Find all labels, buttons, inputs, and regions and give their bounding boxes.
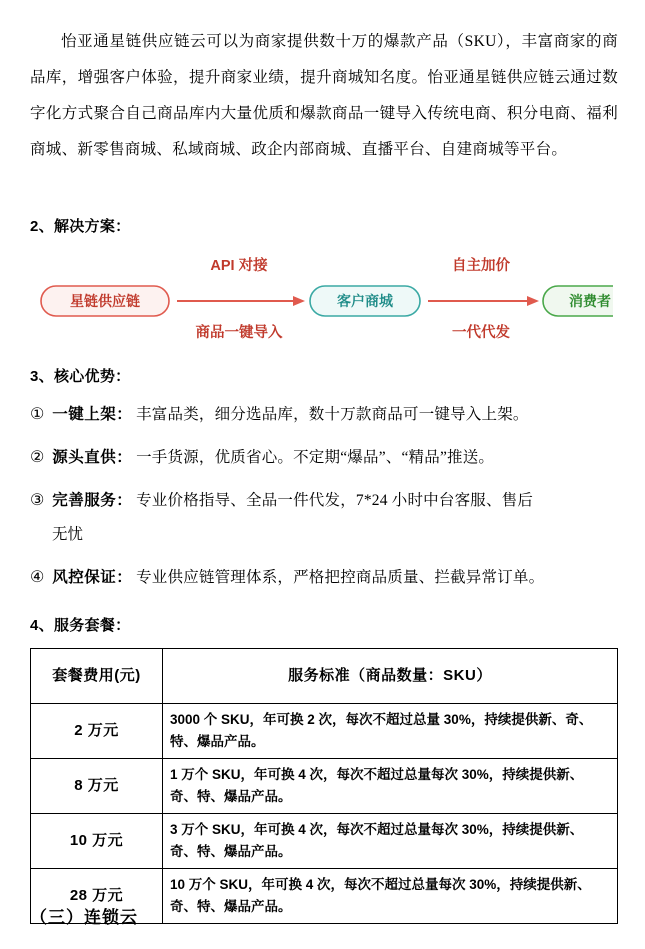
table-cell-price: 2 万元 bbox=[31, 704, 163, 759]
service-package-table bbox=[30, 648, 618, 924]
table-row bbox=[31, 814, 618, 869]
advantage-item-2 bbox=[30, 441, 620, 475]
table-cell-price: 8 万元 bbox=[31, 759, 163, 814]
table-cell-desc: 10 万个 SKU，年可换 4 次，每次不超过总量每次 30%，持续提供新、奇、特、爆品产品。 bbox=[163, 869, 618, 924]
advantage-name: 源头直供： bbox=[52, 449, 133, 466]
svg-text:一代代发: 一代代发 bbox=[452, 325, 510, 341]
intro-paragraph: 怡亚通星链供应链云可以为商家提供数十万的爆款产品（SKU），丰富商家的商品库，增强客户体验，提升商家业绩，提升商城知名度。怡亚通星链供应链云通过数字化方式聚合自己商品库内大量优质和爆款商品一键导入传统电商、积分电商、福利商城、新零售商城、私域商城、政企内部商城、直播平台、自建商城等平台。 bbox=[30, 32, 618, 158]
advantage-number: ④ bbox=[30, 569, 45, 586]
heading-service-package: 4、服务套餐： bbox=[30, 617, 131, 634]
svg-text:客户商城: 客户商城 bbox=[337, 293, 393, 309]
heading-chain-cloud: （三）连锁云 bbox=[30, 908, 138, 927]
table-cell-desc: 3000 个 SKU，年可换 2 次，每次不超过总量 30%，持续提供新、奇、特、爆品产品。 bbox=[163, 704, 618, 759]
advantage-number: ③ bbox=[30, 492, 45, 509]
heading-solution: 2、解决方案： bbox=[30, 218, 131, 235]
table-cell-price: 28 万元 bbox=[31, 869, 163, 924]
advantage-item-3 bbox=[30, 484, 620, 518]
svg-text:API 对接: API 对接 bbox=[210, 258, 268, 274]
advantage-name: 完善服务： bbox=[52, 492, 133, 509]
table-header-price: 套餐费用(元) bbox=[31, 649, 163, 704]
supply-chain-flow-diagram bbox=[33, 248, 613, 353]
advantage-text: 丰富品类，细分选品库，数十万款商品可一键导入上架。 bbox=[136, 406, 529, 423]
advantage-item-1 bbox=[30, 398, 620, 432]
table-row bbox=[31, 759, 618, 814]
advantage-number: ② bbox=[30, 449, 45, 466]
svg-text:消费者: 消费者 bbox=[569, 293, 611, 309]
advantage-name: 一键上架： bbox=[52, 406, 133, 423]
advantage-item-4 bbox=[30, 561, 620, 595]
advantage-number: ① bbox=[30, 406, 45, 423]
table-header-standard: 服务标准（商品数量：SKU） bbox=[163, 649, 618, 704]
table-header-row bbox=[31, 649, 618, 704]
advantage-name: 风控保证： bbox=[52, 569, 133, 586]
svg-text:星链供应链: 星链供应链 bbox=[70, 293, 140, 309]
heading-core-advantage: 3、核心优势： bbox=[30, 368, 131, 385]
advantage-item-3-continuation: 无忧 bbox=[52, 526, 84, 543]
table-row bbox=[31, 704, 618, 759]
table-cell-price: 10 万元 bbox=[31, 814, 163, 869]
table-cell-desc: 1 万个 SKU，年可换 4 次，每次不超过总量每次 30%，持续提供新、奇、特、爆品产品。 bbox=[163, 759, 618, 814]
table-cell-desc: 3 万个 SKU，年可换 4 次，每次不超过总量每次 30%，持续提供新、奇、特、爆品产品。 bbox=[163, 814, 618, 869]
advantage-text: 一手货源，优质省心。不定期“爆品”、“精品”推送。 bbox=[136, 449, 495, 466]
advantage-text: 专业供应链管理体系，严格把控商品质量、拦截异常订单。 bbox=[136, 569, 545, 586]
advantage-text: 专业价格指导、全品一件代发，7*24 小时中台客服、售后 bbox=[136, 492, 534, 509]
svg-text:商品一键导入: 商品一键导入 bbox=[195, 325, 283, 341]
svg-text:自主加价: 自主加价 bbox=[452, 258, 510, 274]
